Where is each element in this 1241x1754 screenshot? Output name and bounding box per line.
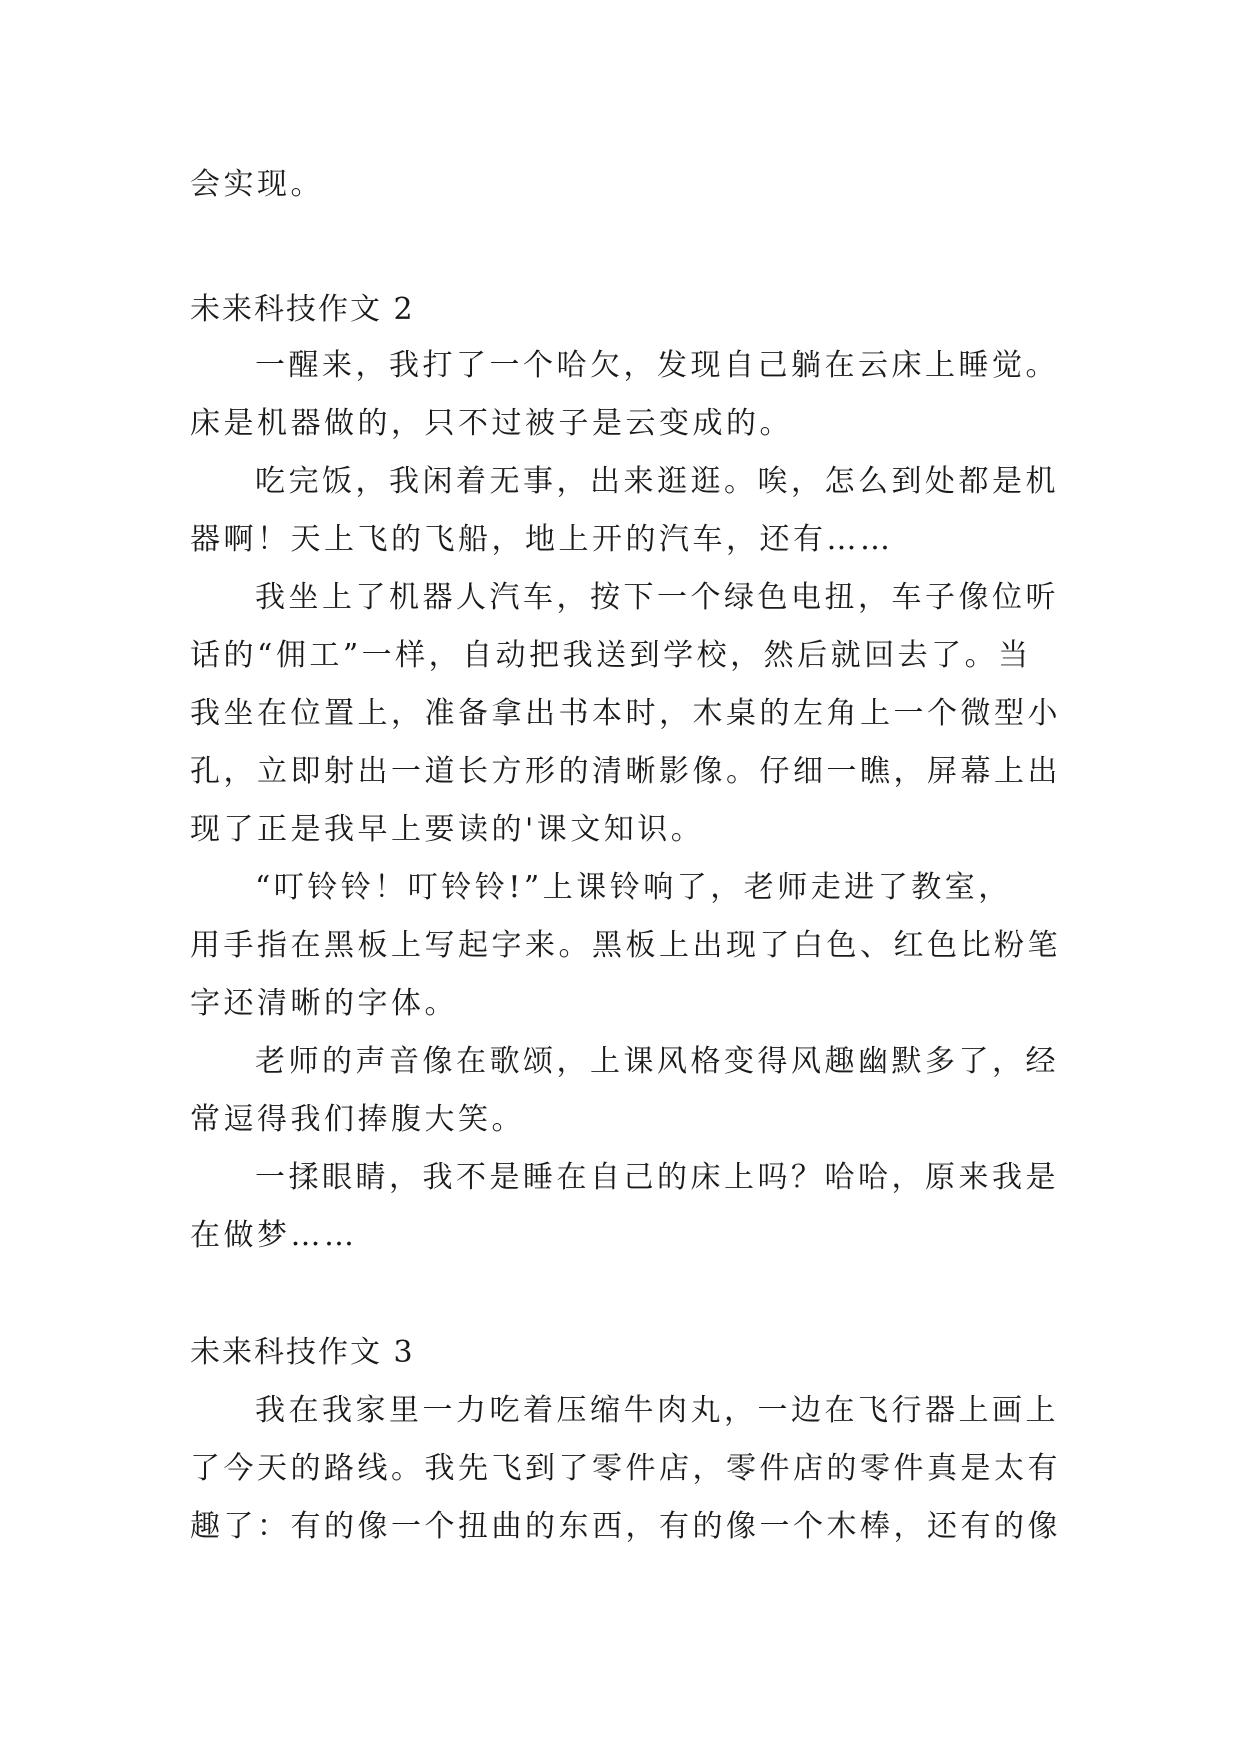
paragraph-line: 常逗得我们捧腹大笑。 <box>190 1102 525 1137</box>
paragraph-line: 用手指在黑板上写起字来。黑板上出现了白色、红色比粉笔 <box>190 928 1061 963</box>
paragraph-line: 现了正是我早上要读的'课文知识。 <box>190 812 705 847</box>
paragraph-line: 孔，立即射出一道长方形的清晰影像。仔细一瞧，屏幕上出 <box>190 754 1061 789</box>
section-heading: 未来科技作文 2 <box>190 292 415 327</box>
paragraph-line: “叮铃铃！叮铃铃!”上课铃响了，老师走进了教室， <box>255 870 1012 905</box>
paragraph-line: 字还清晰的字体。 <box>190 986 458 1021</box>
paragraph-line: 床是机器做的，只不过被子是云变成的。 <box>190 406 793 441</box>
paragraph-line: 趣了：有的像一个扭曲的东西，有的像一个木棒，还有的像 <box>190 1509 1061 1544</box>
paragraph-line: 我在我家里一力吃着压缩牛肉丸，一边在飞行器上画上 <box>255 1393 1059 1428</box>
paragraph-line: 器啊！天上飞的飞船，地上开的汽车，还有…… <box>190 522 894 557</box>
paragraph-line: 我坐上了机器人汽车，按下一个绿色电扭，车子像位听 <box>255 580 1059 615</box>
paragraph-line: 一醒来，我打了一个哈欠，发现自己躺在云床上睡觉。 <box>255 348 1059 383</box>
paragraph-line: 一揉眼睛，我不是睡在自己的床上吗？哈哈，原来我是 <box>255 1160 1059 1195</box>
section-heading: 未来科技作文 3 <box>190 1335 415 1370</box>
paragraph-line: 在做梦…… <box>190 1218 358 1253</box>
paragraph-line: 吃完饭，我闲着无事，出来逛逛。唉，怎么到处都是机 <box>255 464 1059 499</box>
paragraph-line: 话的“佣工”一样，自动把我送到学校，然后就回去了。当 <box>190 638 1032 673</box>
paragraph-line: 了今天的路线。我先飞到了零件店，零件店的零件真是太有 <box>190 1451 1061 1486</box>
paragraph-line: 会实现。 <box>190 167 324 202</box>
paragraph-line: 老师的声音像在歌颂，上课风格变得风趣幽默多了，经 <box>255 1044 1059 1079</box>
paragraph-line: 我坐在位置上，准备拿出书本时，木桌的左角上一个微型小 <box>190 696 1061 731</box>
